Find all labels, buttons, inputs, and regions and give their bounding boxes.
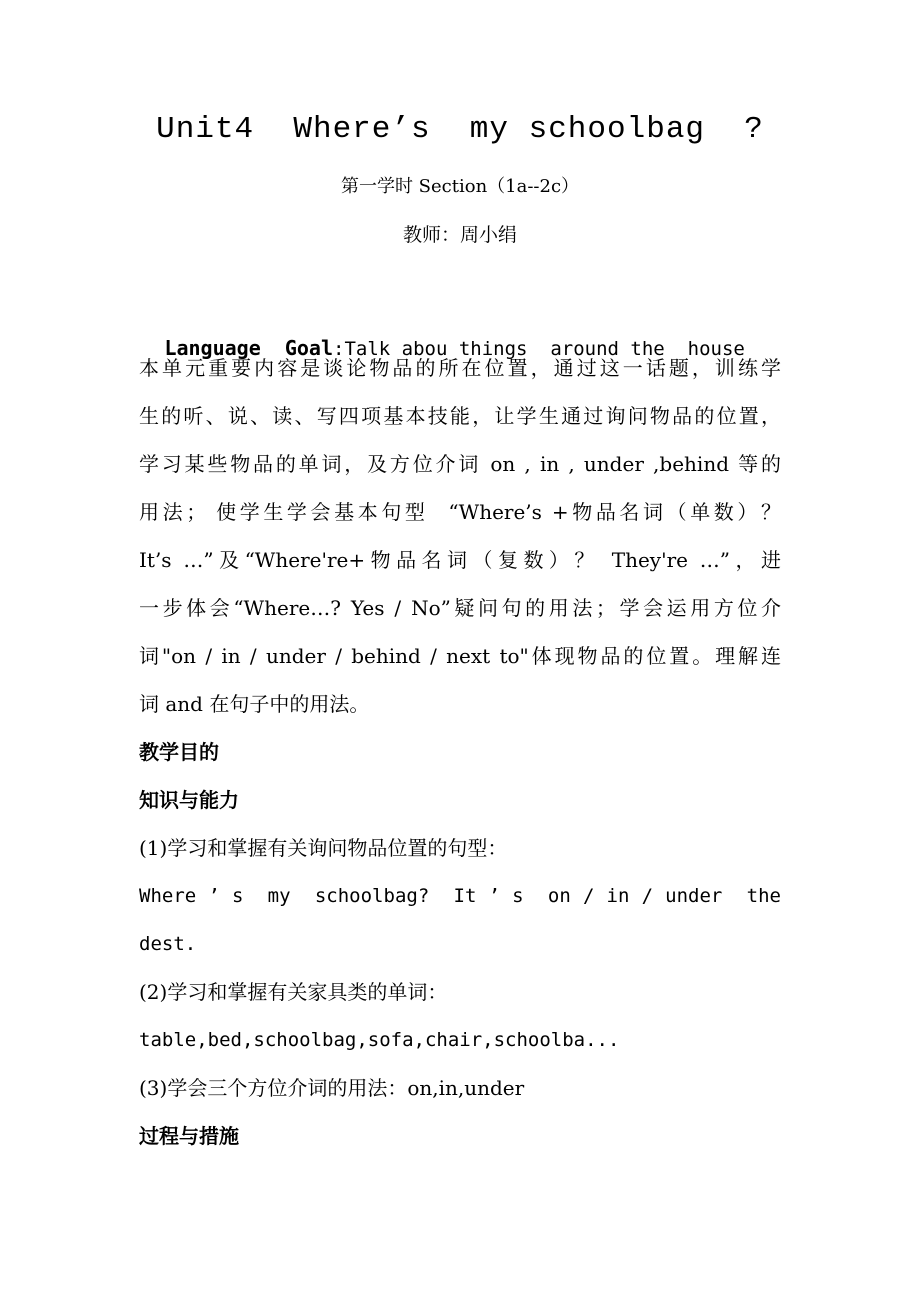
intro-line-4: 用法； 使学生学会基本句型 “Where’s +物品名词（单数）？ xyxy=(139,500,781,524)
list-item-1: (1)学习和掌握有关询问物品位置的句型： xyxy=(139,836,508,860)
list-item-1-example: Where ’ s my schoolbag? It ’ s on / in / under the xyxy=(139,885,781,907)
list-item-3: (3)学会三个方位介词的用法：on,in,under xyxy=(139,1076,525,1100)
intro-line-1: 本单元重要内容是谈论物品的所在位置，通过这一话题，训练学 xyxy=(139,356,781,380)
list-item-1-example-cont: dest. xyxy=(139,933,197,955)
list-item-2-words: table,bed,schoolbag,sofa,chair,schoolba... xyxy=(139,1029,620,1051)
section-heading-process: 过程与措施 xyxy=(139,1124,239,1148)
language-goal-text: :Talk abou things around the house xyxy=(333,338,745,360)
section-heading-knowledge: 知识与能力 xyxy=(139,788,239,812)
section-heading-goals: 教学目的 xyxy=(139,740,219,764)
list-item-2: (2)学习和掌握有关家具类的单词： xyxy=(139,980,448,1004)
teacher-name: 教师：周小绢 xyxy=(402,224,517,246)
lesson-subtitle: 第一学时 Section（1a--2c） xyxy=(340,176,580,197)
intro-line-3: 学习某些物品的单词，及方位介词 on , in , under ,behind 等的 xyxy=(139,452,781,476)
intro-line-6: 一步体会“Where…? Yes / No”疑问句的用法；学会运用方位介 xyxy=(139,596,781,620)
intro-line-5: It’s …”及“Where're+物品名词（复数）？ They're …”，进 xyxy=(139,548,781,572)
intro-line-2: 生的听、说、读、写四项基本技能，让学生通过询问物品的位置， xyxy=(139,404,781,428)
language-goal-label: Language Goal xyxy=(164,336,334,360)
intro-line-7: 词"on / in / under / behind / next to"体现物品的位置。理解连 xyxy=(139,644,781,668)
document-title: Unit4 Where’s my schoolbag ? xyxy=(156,112,764,147)
intro-line-8: 词 and 在句子中的用法。 xyxy=(139,692,370,716)
